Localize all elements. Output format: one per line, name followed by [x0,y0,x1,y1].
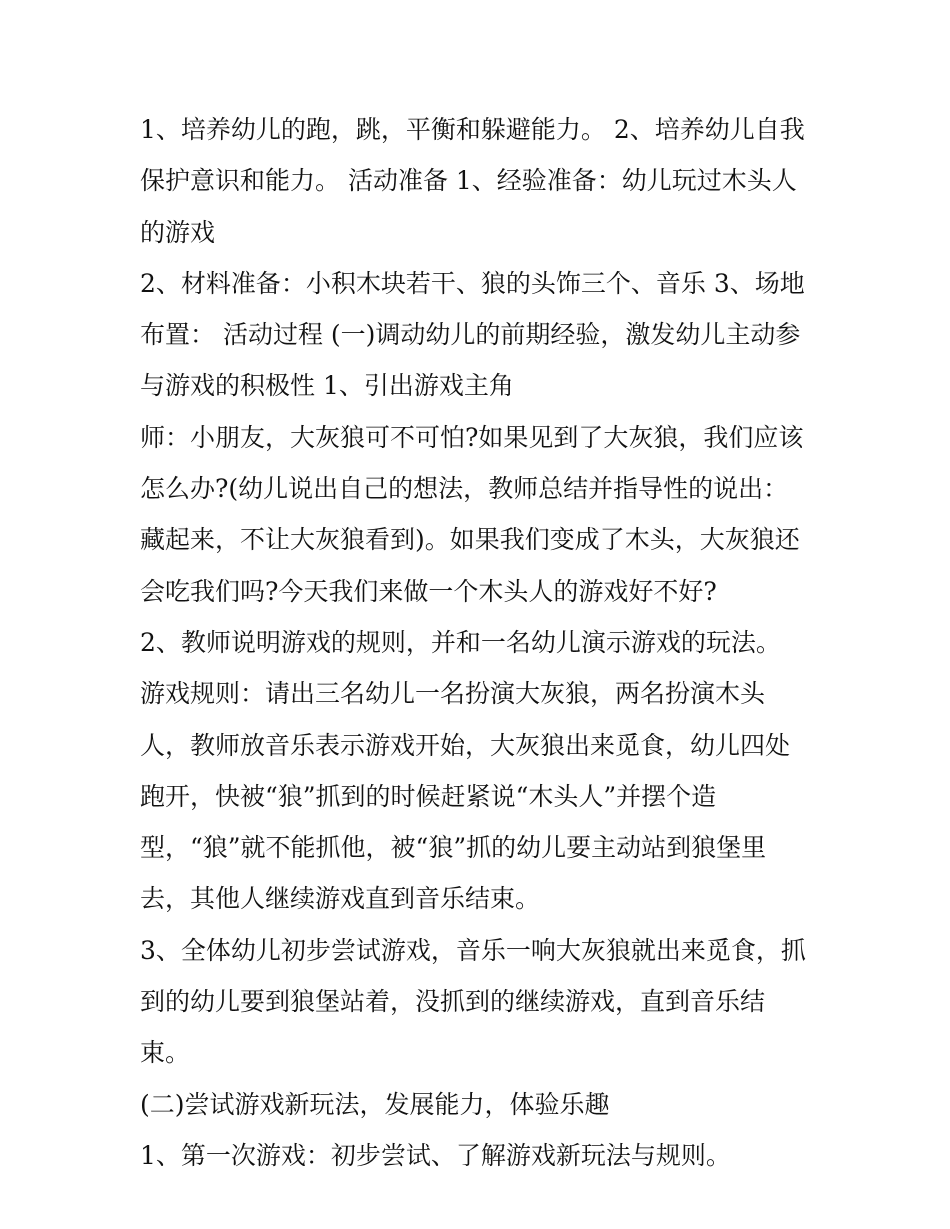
paragraph-first-game: 1、第一次游戏：初步尝试、了解游戏新玩法与规则。 [140,1140,731,1170]
paragraph-objectives: 1、培养幼儿的跑，跳，平衡和躲避能力。 2、培养幼儿自我保护意识和能力。 活动准备 1、经验准备：幼儿玩过木头人的游戏 [140,115,805,247]
paragraph-section-heading: (二)尝试游戏新玩法，发展能力，体验乐趣 [140,1089,610,1119]
paragraph-game-rules: 游戏规则：请出三名幼儿一名扮演大灰狼，两名扮演木头人，教师放音乐表示游戏开始，大灰狼出来觅食，幼儿四处跑开，快被“狼”抓到的时候赶紧说“木头人”并摆个造型，“狼”就不能抓他，被“狼”抓的幼儿要主动站到狼堡里去，其他人继续游戏直到音乐结束。 [140,679,791,914]
paragraph-rules-intro: 2、教师说明游戏的规则，并和一名幼儿演示游戏的玩法。 [140,627,781,657]
document-body [140,104,812,1181]
paragraph-teacher-dialogue: 师：小朋友，大灰狼可不可怕?如果见到了大灰狼，我们应该怎么办?(幼儿说出自己的想法，教师总结并指导性的说出：藏起来，不让大灰狼看到)。如果我们变成了木头，大灰狼还会吃我们吗?今天我们来做一个木头人的游戏好不好? [140,422,804,606]
paragraph-materials: 2、材料准备：小积木块若干、狼的头饰三个、音乐 3、场地布置： 活动过程 (一)调动幼儿的前期经验，激发幼儿主动参与游戏的积极性 1、引出游戏主角 [140,268,805,401]
paragraph-first-try: 3、全体幼儿初步尝试游戏，音乐一响大灰狼就出来觅食，抓到的幼儿要到狼堡站着，没抓到的继续游戏，直到音乐结束。 [140,935,806,1068]
